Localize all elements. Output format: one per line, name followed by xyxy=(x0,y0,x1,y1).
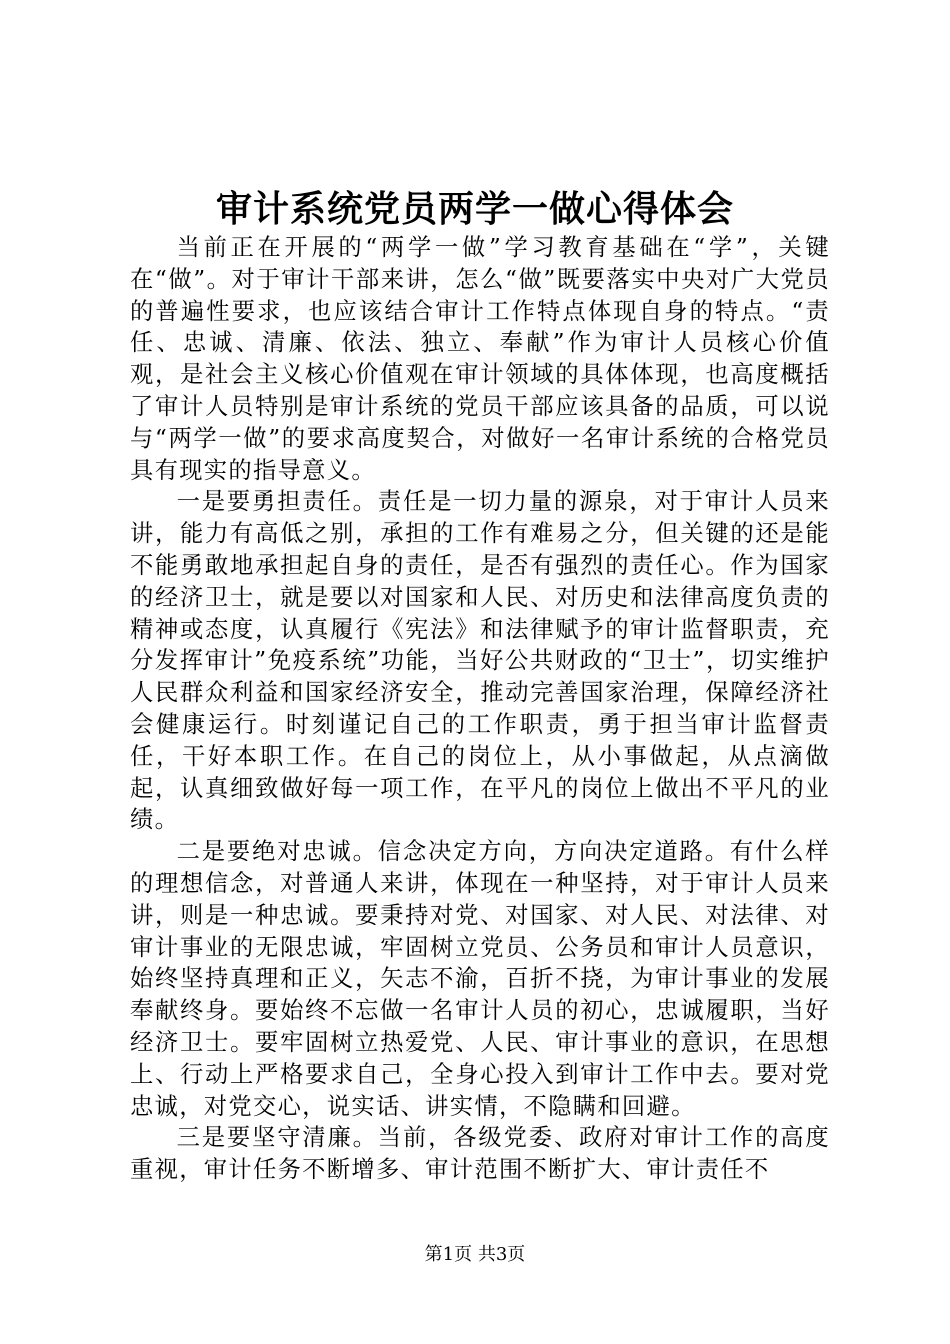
paragraph-responsibility: 一是要勇担责任。责任是一切力量的源泉，对于审计人员来讲，能力有高低之别，承担的工作有难易之分，但关键的还是能不能勇敢地承担起自身的责任，是否有强烈的责任心。作为国家的经济卫士，就是要以对国家和人民、对历史和法律高度负责的精神或态度，认真履行《宪法》和法律赋予的审计监督职责，充分发挥审计”免疫系统”功能，当好公共财政的“卫士”，切实维护人民群众利益和国家经济安全，推动完善国家治理，保障经济社会健康运行。时刻谨记自己的工作职责，勇于担当审计监督责任，干好本职工作。在自己的岗位上，从小事做起，从点滴做起，认真细致做好每一项工作，在平凡的岗位上做出不平凡的业绩。 xyxy=(130,488,830,834)
paragraph-loyalty: 二是要绝对忠诚。信念决定方向，方向决定道路。有什么样的理想信念，对普通人来讲，体现在一种坚持，对于审计人员来讲，则是一种忠诚。要秉持对党、对国家、对人民、对法律、对审计事业的无限忠诚，牢固树立党员、公务员和审计人员意识，始终坚持真理和正义，矢志不渝，百折不挠，为审计事业的发展奉献终身。要始终不忘做一名审计人员的初心，忠诚履职，当好经济卫士。要牢固树立热爱党、人民、审计事业的意识，在思想上、行动上严格要求自己，全身心投入到审计工作中去。要对党忠诚，对党交心，说实话、讲实情，不隐瞒和回避。 xyxy=(130,838,830,1120)
document-title: 审计系统党员两学一做心得体会 xyxy=(215,188,734,230)
document-body xyxy=(130,232,830,1186)
page-number-footer: 第1页 共3页 xyxy=(424,1244,526,1265)
paragraph-integrity: 三是要坚守清廉。当前，各级党委、政府对审计工作的高度重视，审计任务不断增多、审计范围不断扩大、审计责任不 xyxy=(130,1124,830,1184)
paragraph-intro: 当前正在开展的“两学一做”学习教育基础在“学”，关键在“做”。对于审计干部来讲，怎么“做”既要落实中央对广大党员的普遍性要求，也应该结合审计工作特点体现自身的特点。“责任、忠诚、清廉、依法、独立、奉献”作为审计人员核心价值观，是社会主义核心价值观在审计领域的具体体现，也高度概括了审计人员特别是审计系统的党员干部应该具备的品质，可以说与“两学一做”的要求高度契合，对做好一名审计系统的合格党员具有现实的指导意义。 xyxy=(130,234,830,484)
